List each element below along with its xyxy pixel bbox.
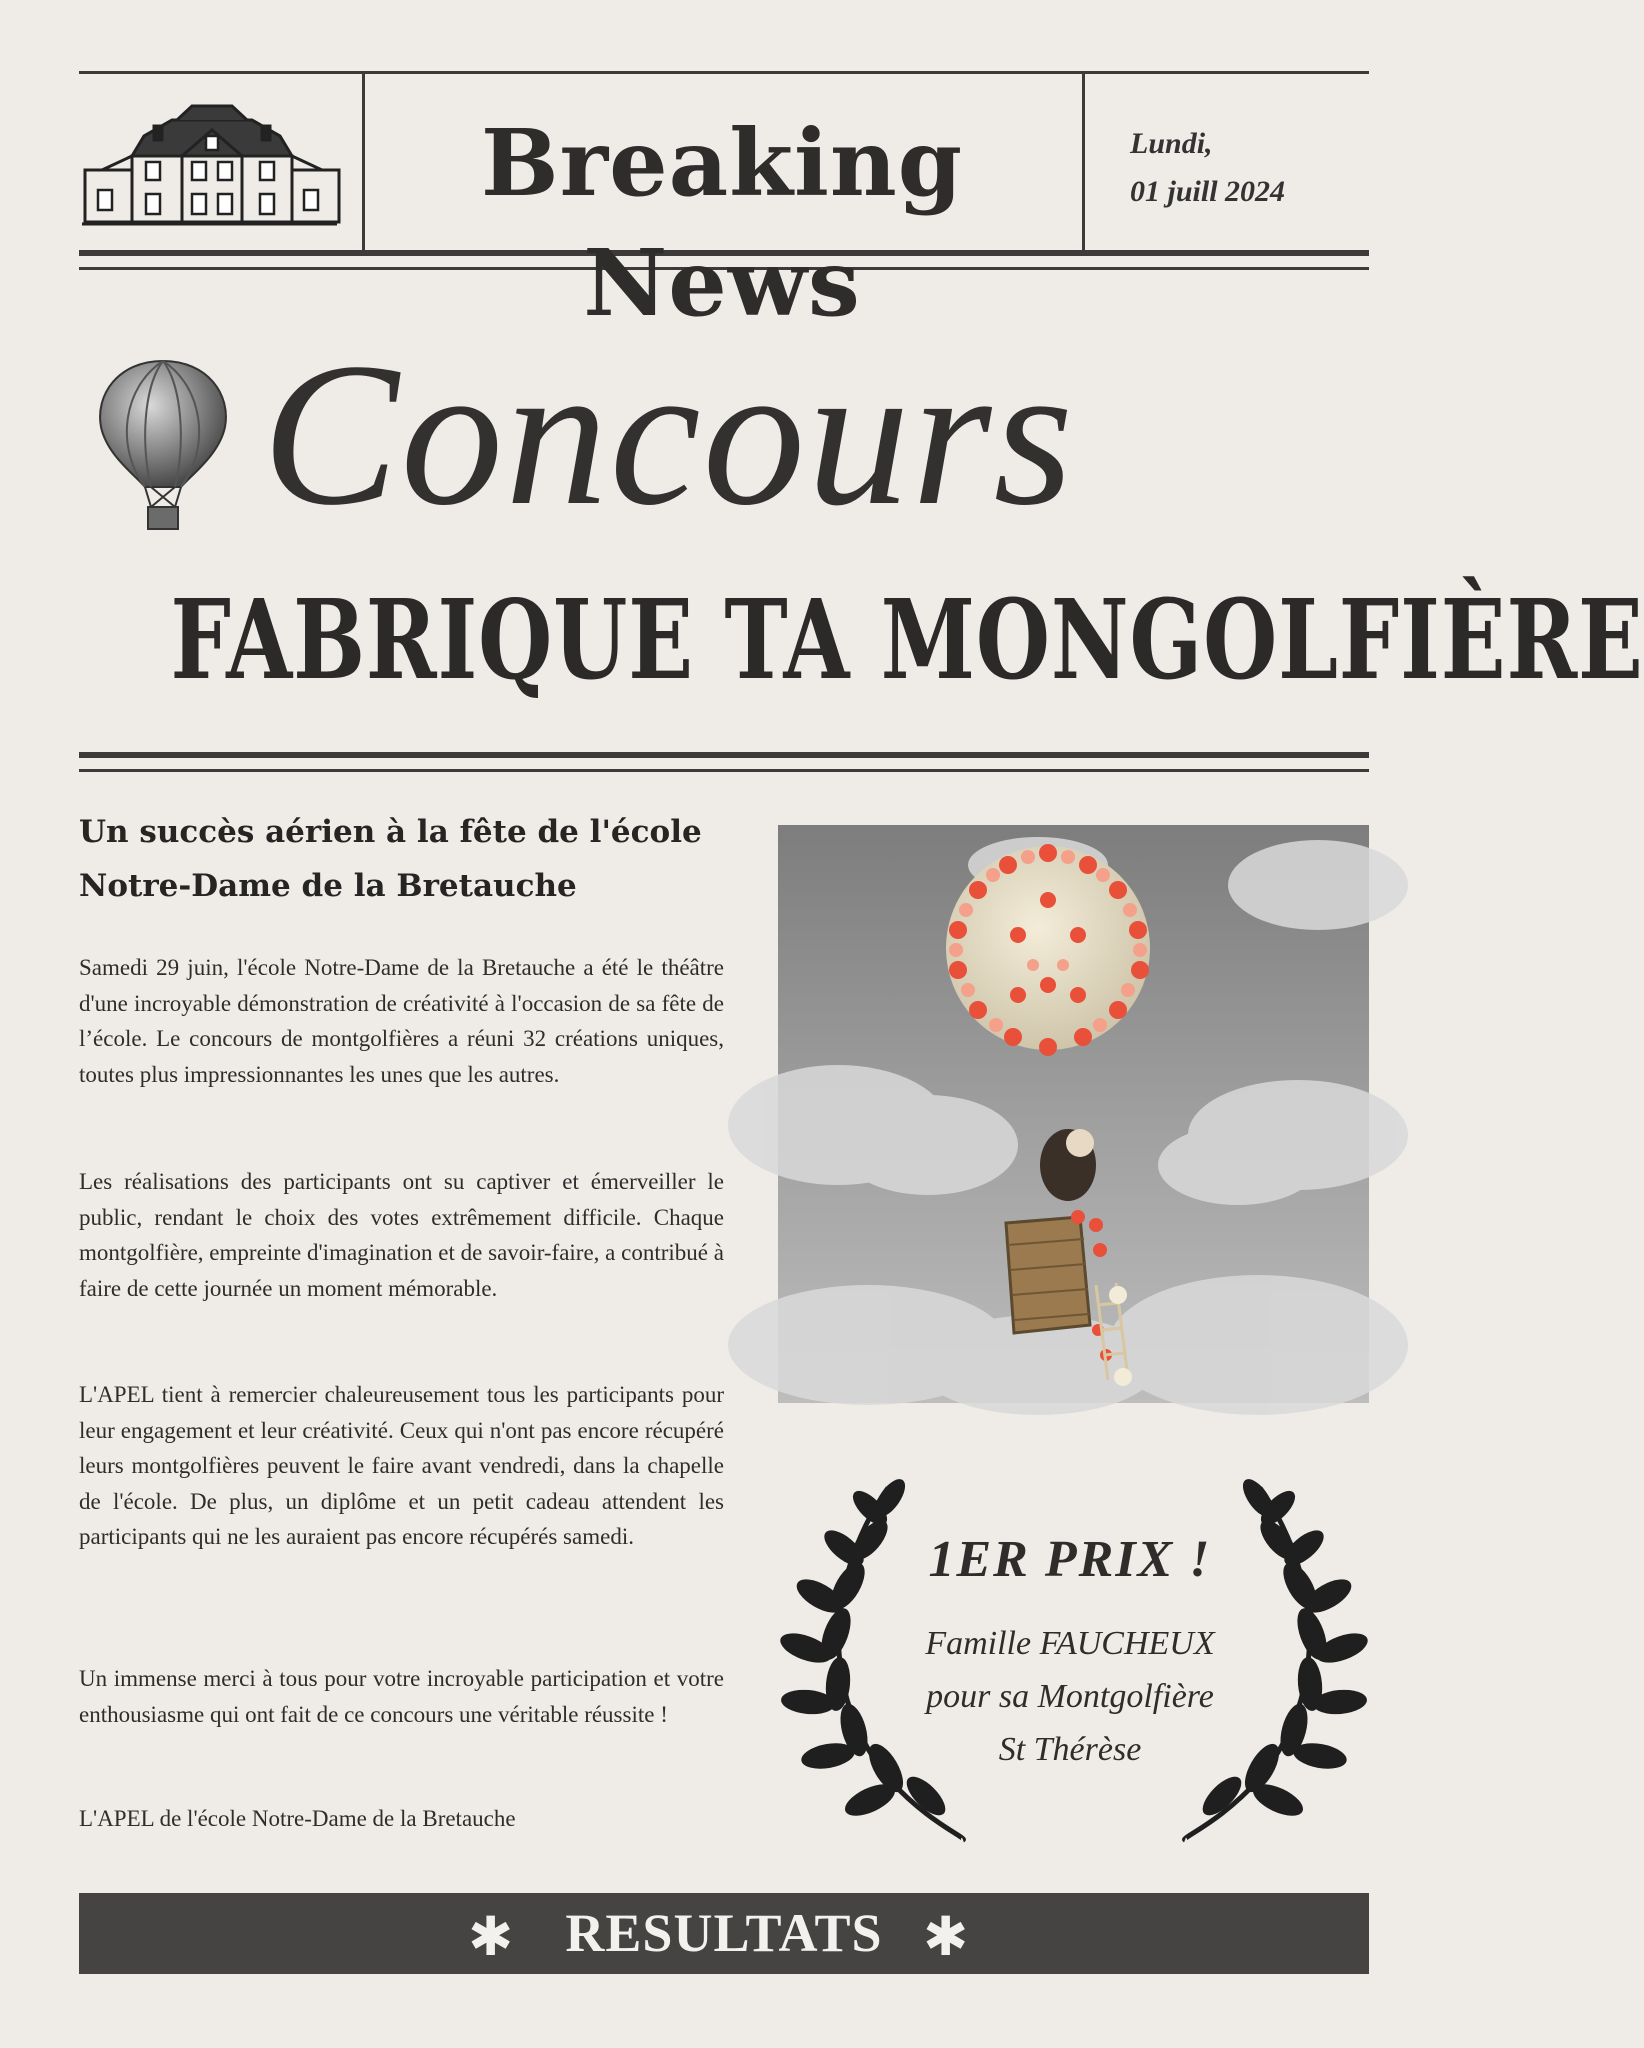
footer-results-label: RESULTATS xyxy=(565,1903,883,1963)
prize-line-2: pour sa Montgolfière xyxy=(926,1678,1214,1715)
article-signature: L'APEL de l'école Notre-Dame de la Bretauche xyxy=(79,1806,516,1831)
masthead-top-rule xyxy=(79,71,1369,74)
headline-rule-thick xyxy=(79,752,1369,758)
article-paragraph-2: Les réalisations des participants ont su captiver et émerveiller le public, rendant le choix des votes extrêmement difficile. Chaque montgolfière, empreinte d'imagination et de savoir-faire, a contribué à faire de cette journée un moment mémorable. xyxy=(79,1169,724,1301)
article-paragraph-1: Samedi 29 juin, l'école Notre-Dame de la Bretauche a été le théâtre d'une incroyable démonstration de créativité à l'occasion de sa fête de l’école. Le concours de montgolfières a réuni 32 créations uniques, toutes plus impressionnantes les unes que les autres. xyxy=(79,955,724,1087)
headline-script: Concours xyxy=(262,321,1076,548)
balloon-photo xyxy=(778,825,1369,1403)
article-subhead-line2: Notre-Dame de la Bretauche xyxy=(79,868,577,904)
article-paragraph-3: L'APEL tient à remercier chaleureusement tous les participants pour leur engagement et leur créativité. Ceux qui n'ont pas encore récupéré leurs montgolfières peuvent le faire avant vendredi, dans la chapelle de l'école. De plus, un diplôme et un petit cadeau attendent les participants qui ne les auraient pas encore récupérés samedi. xyxy=(79,1382,724,1549)
headline-rule-thin xyxy=(79,769,1369,772)
school-building-icon xyxy=(82,98,337,228)
prize-line-3: St Thérèse xyxy=(998,1731,1142,1768)
prize-winner xyxy=(870,1617,1270,1776)
footer-star-left-icon: ✱ xyxy=(468,1905,514,1968)
article-paragraph-4: Un immense merci à tous pour votre incroyable participation et votre enthousiasme qui ont fait de ce concours une véritable réussite ! xyxy=(79,1666,724,1727)
masthead-title: Breaking News xyxy=(480,109,964,337)
headline-caps: FABRIQUE TA MONGOLFIÈRE xyxy=(170,575,1644,704)
masthead-divider-right xyxy=(1082,74,1085,250)
prize-title: 1ER PRIX ! xyxy=(928,1531,1212,1588)
masthead-date-full: 01 juill 2024 xyxy=(1130,175,1286,208)
prize-line-1: Famille FAUCHEUX xyxy=(925,1625,1215,1662)
hot-air-balloon-icon xyxy=(93,357,233,537)
article-subhead xyxy=(79,805,739,913)
masthead-date-day: Lundi, xyxy=(1130,127,1213,160)
footer-star-right-icon: ✱ xyxy=(923,1905,969,1968)
article-subhead-line1: Un succès aérien à la fête de l'école xyxy=(79,814,702,850)
